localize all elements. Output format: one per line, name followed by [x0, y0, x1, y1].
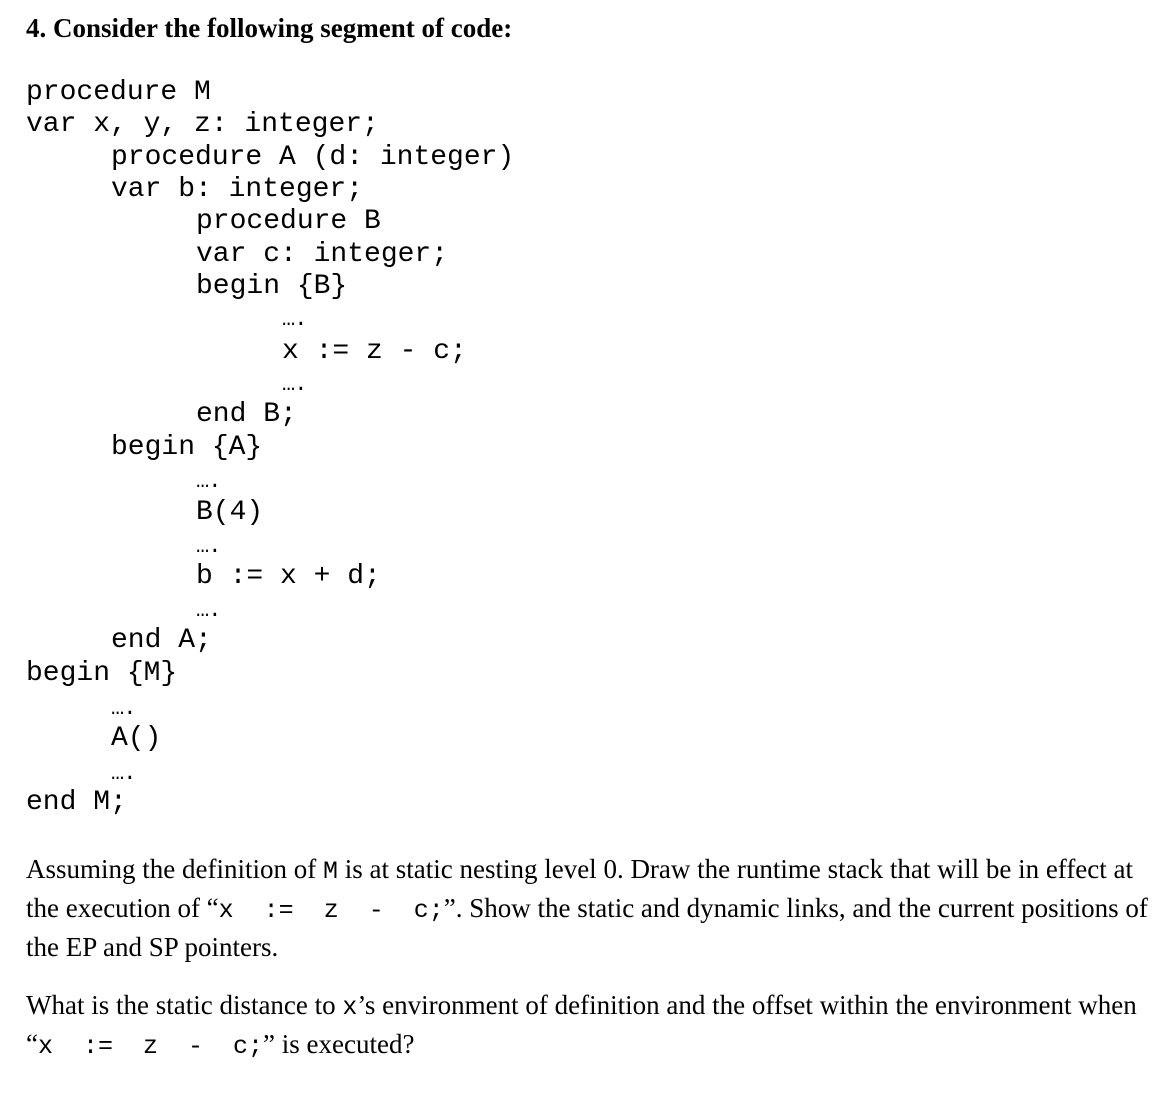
code-line-procedure-m: procedure M — [26, 77, 211, 108]
paragraph-text: What is the static distance to — [26, 990, 343, 1020]
paragraph-text: Assuming the definition of — [26, 854, 323, 884]
code-line-var-c: var c: integer; — [196, 239, 449, 270]
question-heading: 4. Consider the following segment of code: — [26, 13, 513, 43]
code-line-assign-b: b := x + d; — [196, 561, 381, 592]
code-line-end-b: end B; — [196, 399, 297, 430]
inline-code: M — [322, 857, 338, 886]
code-line-var-b: var b: integer; — [111, 174, 364, 205]
code-ellipsis: …. — [196, 598, 221, 623]
paragraph-text: ’s environment of definition and the offset within the environment when “ — [26, 990, 1137, 1059]
code-line-var-xyz: var x, y, z: integer; — [26, 109, 379, 140]
inline-code: x := z - c; — [218, 896, 444, 925]
question-paragraph-runtime-stack — [26, 851, 1151, 965]
code-ellipsis: …. — [111, 696, 136, 721]
code-ellipsis: …. — [196, 534, 221, 559]
inline-code: x — [342, 993, 358, 1022]
paragraph-text: is at static nesting level 0. Draw the runtime stack that will be in effect at the execution of “ — [26, 854, 1134, 923]
code-ellipsis: …. — [282, 372, 307, 397]
code-ellipsis: …. — [282, 307, 307, 332]
code-line-assign-x: x := z - c; — [282, 336, 467, 367]
code-line-call-b: B(4) — [196, 497, 264, 528]
code-line-procedure-b: procedure B — [196, 206, 381, 237]
code-line-begin-a: begin {A} — [111, 432, 263, 463]
code-line-begin-m: begin {M} — [26, 658, 178, 689]
code-line-begin-b: begin {B} — [196, 271, 348, 302]
code-line-call-a: A() — [111, 723, 162, 754]
code-line-procedure-a: procedure A (d: integer) — [111, 142, 515, 173]
code-line-end-m: end M; — [26, 787, 127, 818]
paragraph-text: ” is executed? — [263, 1029, 415, 1059]
code-ellipsis: …. — [196, 469, 221, 494]
code-ellipsis: …. — [111, 761, 136, 786]
question-paragraph-static-distance — [26, 987, 1151, 1065]
inline-code: x := z - c; — [37, 1032, 264, 1061]
paragraph-text: ”. Show the static and dynamic links, and the current positions of the EP and SP pointers. — [26, 893, 1148, 962]
code-line-end-a: end A; — [111, 625, 212, 656]
